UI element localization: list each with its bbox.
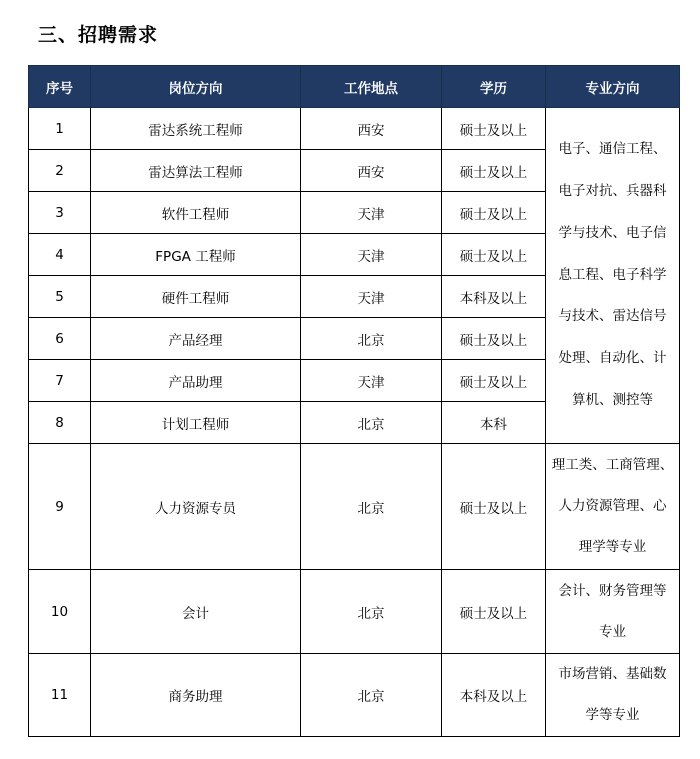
major-line: 算机、测控等	[572, 391, 653, 408]
cell-no: 9	[29, 444, 91, 570]
cell-position: 雷达算法工程师	[91, 150, 301, 192]
cell-education: 本科及以上	[442, 654, 546, 737]
major-line: 息工程、电子科学	[558, 266, 667, 283]
header-location: 工作地点	[301, 66, 442, 108]
table-row	[29, 108, 680, 150]
cell-education: 硕士及以上	[442, 360, 546, 402]
table-header-row	[29, 66, 680, 108]
cell-education: 硕士及以上	[442, 150, 546, 192]
cell-position: FPGA 工程师	[91, 234, 301, 276]
cell-location: 天津	[301, 360, 442, 402]
major-line: 专业	[599, 623, 626, 640]
cell-major-group	[546, 108, 680, 444]
cell-no: 8	[29, 402, 91, 444]
header-position: 岗位方向	[91, 66, 301, 108]
cell-education: 本科及以上	[442, 276, 546, 318]
cell-major	[546, 570, 680, 654]
cell-position: 计划工程师	[91, 402, 301, 444]
cell-location: 西安	[301, 108, 442, 150]
cell-location: 北京	[301, 570, 442, 654]
cell-no: 10	[29, 570, 91, 654]
table-row	[29, 444, 680, 570]
cell-position: 产品助理	[91, 360, 301, 402]
cell-position: 雷达系统工程师	[91, 108, 301, 150]
cell-education: 硕士及以上	[442, 234, 546, 276]
header-major: 专业方向	[546, 66, 680, 108]
cell-no: 11	[29, 654, 91, 737]
cell-education: 本科	[442, 402, 546, 444]
header-education: 学历	[442, 66, 546, 108]
cell-no: 5	[29, 276, 91, 318]
recruitment-table	[28, 65, 680, 737]
cell-no: 3	[29, 192, 91, 234]
cell-location: 天津	[301, 192, 442, 234]
table-row	[29, 570, 680, 654]
cell-location: 北京	[301, 444, 442, 570]
major-line: 会计、财务管理等	[558, 582, 667, 599]
major-line: 电子对抗、兵器科	[558, 183, 667, 199]
cell-major	[546, 654, 680, 737]
cell-education: 硕士及以上	[442, 444, 546, 570]
header-no: 序号	[29, 66, 91, 108]
cell-education: 硕士及以上	[442, 570, 546, 654]
cell-position: 产品经理	[91, 318, 301, 360]
cell-no: 4	[29, 234, 91, 276]
cell-position: 商务助理	[91, 654, 301, 737]
major-line: 人力资源管理、心	[558, 498, 667, 514]
major-line: 市场营销、基础数	[558, 666, 667, 682]
cell-location: 西安	[301, 150, 442, 192]
major-line: 与技术、雷达信号	[558, 308, 667, 325]
cell-education: 硕士及以上	[442, 192, 546, 234]
cell-location: 北京	[301, 402, 442, 444]
cell-no: 2	[29, 150, 91, 192]
cell-location: 天津	[301, 276, 442, 318]
cell-location: 北京	[301, 654, 442, 737]
major-line: 理工类、工商管理、	[551, 457, 674, 473]
major-line: 学等专业	[585, 707, 640, 723]
major-line: 处理、自动化、计	[558, 350, 667, 367]
major-line: 电子、通信工程、	[558, 141, 667, 158]
cell-position: 会计	[91, 570, 301, 654]
section-title: 三、招聘需求	[38, 24, 159, 46]
cell-no: 7	[29, 360, 91, 402]
cell-education: 硕士及以上	[442, 318, 546, 360]
cell-location: 天津	[301, 234, 442, 276]
major-line: 理学等专业	[578, 539, 647, 555]
cell-no: 1	[29, 108, 91, 150]
cell-position: 软件工程师	[91, 192, 301, 234]
cell-major	[546, 444, 680, 570]
table-row	[29, 654, 680, 737]
cell-position: 人力资源专员	[91, 444, 301, 570]
major-line: 学与技术、电子信	[558, 224, 667, 241]
cell-no: 6	[29, 318, 91, 360]
cell-location: 北京	[301, 318, 442, 360]
cell-position: 硬件工程师	[91, 276, 301, 318]
cell-education: 硕士及以上	[442, 108, 546, 150]
